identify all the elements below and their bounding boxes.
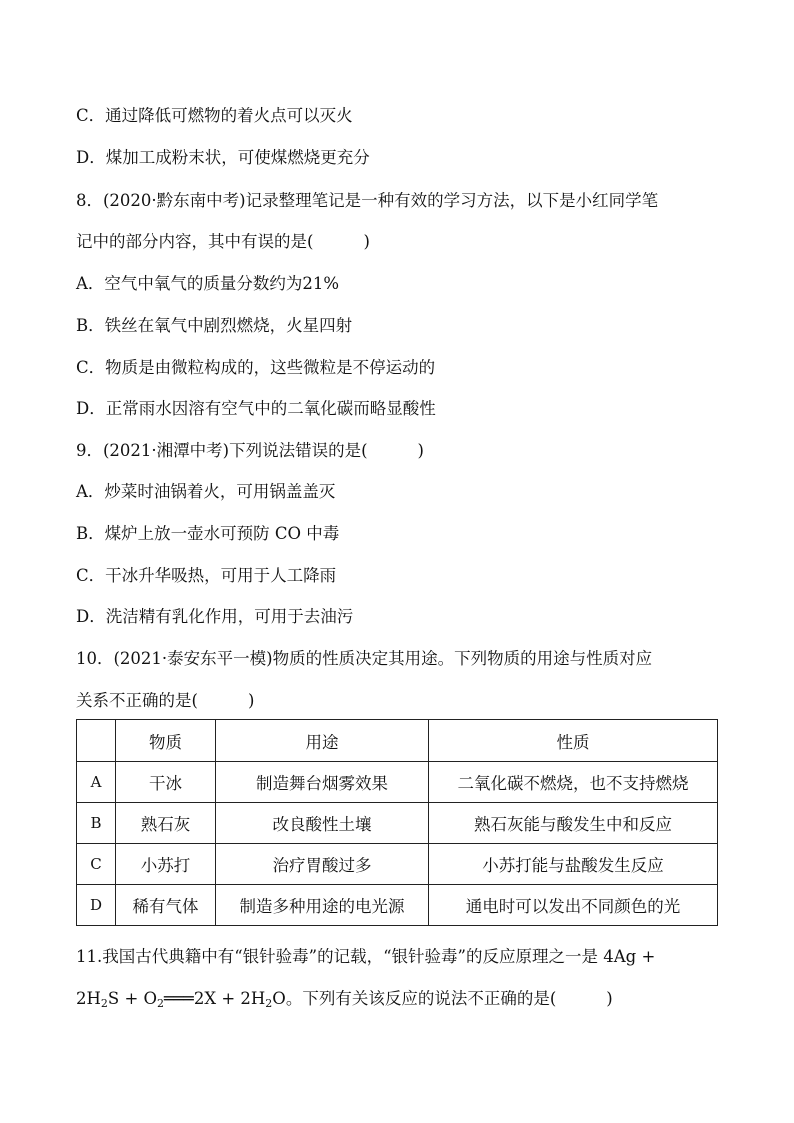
q9-paren-close: )	[417, 441, 424, 460]
q11-subscript: 2	[265, 997, 273, 1010]
table-cell: 二氧化碳不燃烧，也不支持燃烧	[429, 762, 718, 803]
table-cell: A	[77, 762, 116, 803]
q11-stem-line2	[76, 987, 613, 1016]
q7-option-d: D．煤加工成粉末状，可使煤燃烧更充分	[76, 148, 370, 167]
table-cell: 干冰	[116, 762, 216, 803]
q7-option-c: C．通过降低可燃物的着火点可以灭火	[76, 106, 353, 125]
q11-subscript: 2	[157, 997, 165, 1010]
table-header-cell: 性质	[429, 720, 718, 762]
q9-option-d: D．洗洁精有乳化作用，可用于去油污	[76, 607, 354, 626]
table-cell: 改良酸性土壤	[216, 803, 429, 844]
q11-equation-part: 2H	[76, 989, 101, 1008]
q8-option-b: B．铁丝在氧气中剧烈燃烧，火星四射	[76, 316, 353, 335]
table-cell: 制造舞台烟雾效果	[216, 762, 429, 803]
table-cell: 熟石灰	[116, 803, 216, 844]
q8-stem-text: 记中的部分内容，其中有误的是(	[76, 232, 314, 251]
table-cell: 小苏打能与盐酸发生反应	[429, 844, 718, 885]
q11-equation-part: ═══2X + 2H	[164, 989, 266, 1008]
table-cell: D	[77, 885, 116, 926]
table-header-cell: 物质	[116, 720, 216, 762]
table-row	[77, 885, 718, 926]
q8-paren-close: )	[363, 232, 370, 251]
q11-subscript: 2	[100, 997, 108, 1010]
table-header-cell: 用途	[216, 720, 429, 762]
table-cell: 通电时可以发出不同颜色的光	[429, 885, 718, 926]
q11-paren-close: )	[606, 989, 613, 1008]
q10-stem-line2	[76, 689, 254, 713]
table-cell: B	[77, 803, 116, 844]
table-cell: 小苏打	[116, 844, 216, 885]
q8-option-a: A．空气中氧气的质量分数约为21%	[76, 274, 340, 293]
table-cell: 稀有气体	[116, 885, 216, 926]
table-row	[77, 762, 718, 803]
table-cell: 治疗胃酸过多	[216, 844, 429, 885]
q10-stem-line1: 10．(2021·泰安东平一模)物质的性质决定其用途。下列物质的用途与性质对应	[76, 649, 653, 668]
q10-stem-text: 关系不正确的是(	[76, 691, 198, 710]
q8-stem-line1: 8．(2020·黔东南中考)记录整理笔记是一种有效的学习方法，以下是小红同学笔	[76, 191, 659, 210]
q9-stem-text: 9．(2021·湘潭中考)下列说法错误的是(	[76, 441, 368, 460]
q9-option-c: C．干冰升华吸热，可用于人工降雨	[76, 566, 337, 585]
table-header-cell	[77, 720, 116, 762]
q9-option-a: A．炒菜时油锅着火，可用锅盖盖灭	[76, 482, 336, 501]
table-row	[77, 844, 718, 885]
q11-stem-text: O。下列有关该反应的说法不正确的是(	[272, 989, 557, 1008]
q11-equation-part: S + O	[107, 989, 158, 1008]
q10-paren-close: )	[247, 691, 255, 710]
table-cell: 熟石灰能与酸发生中和反应	[429, 803, 718, 844]
q9-stem	[76, 439, 424, 463]
q11-stem-line1: 11.我国古代典籍中有“银针验毒”的记载，“银针验毒”的反应原理之一是 4Ag +	[76, 947, 656, 966]
table-row	[77, 803, 718, 844]
q8-option-c: C．物质是由微粒构成的，这些微粒是不停运动的	[76, 358, 436, 377]
q10-table	[76, 719, 718, 926]
table-header-row	[77, 720, 718, 762]
q8-option-d: D．正常雨水因溶有空气中的二氧化碳而略显酸性	[76, 399, 436, 418]
table-cell: C	[77, 844, 116, 885]
q8-stem-line2	[76, 230, 370, 254]
table-cell: 制造多种用途的电光源	[216, 885, 429, 926]
q9-option-b: B．煤炉上放一壶水可预防 CO 中毒	[76, 524, 340, 543]
